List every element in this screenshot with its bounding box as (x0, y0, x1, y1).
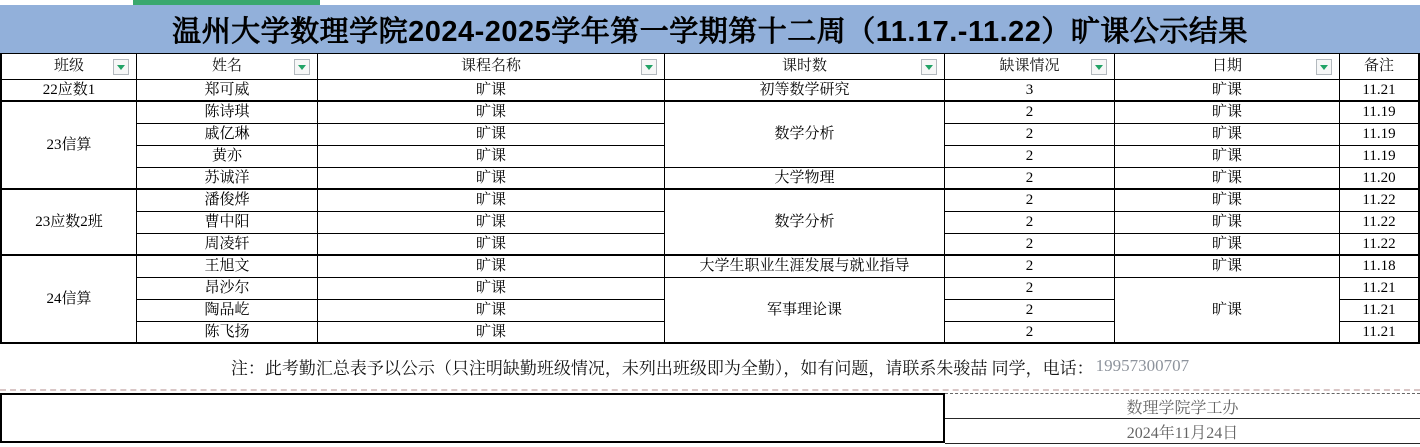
footer-signature-block (945, 393, 1420, 443)
name-cell[interactable]: 苏诚洋 (137, 168, 318, 190)
header-date[interactable] (1115, 53, 1340, 80)
footer-date-cell[interactable]: 2024年11月24日 (945, 419, 1420, 444)
hours-cell[interactable]: 2 (945, 278, 1115, 300)
header-absence-label: 缺课情况 (999, 58, 1060, 74)
class-group-cell[interactable]: 24信算 (0, 256, 137, 344)
header-course-label: 课程名称 (460, 58, 521, 74)
date-status-cell[interactable]: 旷课 (1115, 256, 1340, 278)
remark-cell[interactable]: 11.19 (1340, 102, 1420, 124)
hours-cell[interactable]: 2 (945, 102, 1115, 124)
name-cell[interactable]: 陶品屹 (137, 300, 318, 322)
date-status-cell[interactable]: 旷课 (1115, 278, 1340, 344)
status-cell[interactable]: 旷课 (318, 102, 665, 124)
date-status-cell[interactable]: 旷课 (1115, 190, 1340, 212)
filter-dropdown-icon (645, 65, 653, 70)
status-cell[interactable]: 旷课 (318, 278, 665, 300)
filter-button-name[interactable] (294, 59, 310, 75)
remark-cell[interactable]: 11.21 (1340, 300, 1420, 322)
footer-org-cell[interactable]: 数理学院学工办 (945, 394, 1420, 419)
page-title: 温州大学数理学院2024-2025学年第一学期第十二周（11.17.-11.22）旷课公示结果 (172, 15, 1248, 48)
hours-cell[interactable]: 2 (945, 212, 1115, 234)
course-cell[interactable]: 数学分析 (665, 190, 945, 256)
course-cell[interactable]: 数学分析 (665, 102, 945, 168)
filter-dropdown-icon (1320, 65, 1328, 70)
hours-cell[interactable]: 2 (945, 190, 1115, 212)
status-cell[interactable]: 旷课 (318, 234, 665, 256)
status-cell[interactable]: 旷课 (318, 190, 665, 212)
date-status-cell[interactable]: 旷课 (1115, 102, 1340, 124)
note-cell[interactable] (0, 345, 1420, 387)
filter-dropdown-icon (298, 65, 306, 70)
name-cell[interactable]: 郑可威 (137, 80, 318, 102)
hours-cell[interactable]: 2 (945, 234, 1115, 256)
course-cell[interactable]: 军事理论课 (665, 278, 945, 344)
filter-button-absence[interactable] (1091, 59, 1107, 75)
note-phone: 19957300707 (1095, 356, 1190, 375)
date-status-cell[interactable]: 旷课 (1115, 234, 1340, 256)
name-cell[interactable]: 潘俊烨 (137, 190, 318, 212)
filter-dropdown-icon (117, 65, 125, 70)
name-cell[interactable]: 黄亦 (137, 146, 318, 168)
name-cell[interactable]: 陈飞扬 (137, 322, 318, 344)
remark-cell[interactable]: 11.21 (1340, 80, 1420, 102)
page-break-line (0, 389, 1420, 391)
header-hours-label: 课时数 (781, 58, 827, 74)
course-cell[interactable]: 大学生职业生涯发展与就业指导 (665, 256, 945, 278)
header-course[interactable] (318, 53, 665, 80)
hours-cell[interactable]: 2 (945, 322, 1115, 344)
header-class[interactable] (0, 53, 137, 80)
filter-button-course[interactable] (641, 59, 657, 75)
status-cell[interactable]: 旷课 (318, 80, 665, 102)
header-date-label: 日期 (1211, 58, 1242, 74)
name-cell[interactable]: 周凌轩 (137, 234, 318, 256)
header-remark-label: 备注 (1363, 58, 1394, 74)
header-name[interactable] (137, 53, 318, 80)
hours-cell[interactable]: 2 (945, 168, 1115, 190)
attendance-table (0, 53, 1420, 344)
class-group-cell[interactable]: 23应数2班 (0, 190, 137, 256)
header-remark[interactable] (1340, 53, 1420, 80)
class-group-cell[interactable]: 22应数1 (0, 80, 137, 102)
header-absence[interactable] (945, 53, 1115, 80)
date-status-cell[interactable]: 旷课 (1115, 146, 1340, 168)
remark-cell[interactable]: 11.21 (1340, 322, 1420, 344)
remark-cell[interactable]: 11.22 (1340, 190, 1420, 212)
hours-cell[interactable]: 2 (945, 256, 1115, 278)
name-cell[interactable]: 曹中阳 (137, 212, 318, 234)
filter-button-class[interactable] (113, 59, 129, 75)
status-cell[interactable]: 旷课 (318, 300, 665, 322)
date-status-cell[interactable]: 旷课 (1115, 124, 1340, 146)
remark-cell[interactable]: 11.22 (1340, 234, 1420, 256)
footer-section (0, 393, 1420, 443)
filter-button-date[interactable] (1316, 59, 1332, 75)
status-cell[interactable]: 旷课 (318, 168, 665, 190)
date-status-cell[interactable]: 旷课 (1115, 212, 1340, 234)
name-cell[interactable]: 戚亿琳 (137, 124, 318, 146)
filter-dropdown-icon (925, 65, 933, 70)
name-cell[interactable]: 昂沙尔 (137, 278, 318, 300)
course-cell[interactable]: 初等数学研究 (665, 80, 945, 102)
remark-cell[interactable]: 11.19 (1340, 124, 1420, 146)
filter-button-hours[interactable] (921, 59, 937, 75)
status-cell[interactable]: 旷课 (318, 212, 665, 234)
remark-cell[interactable]: 11.22 (1340, 212, 1420, 234)
name-cell[interactable]: 陈诗琪 (137, 102, 318, 124)
hours-cell[interactable]: 2 (945, 124, 1115, 146)
remark-cell[interactable]: 11.18 (1340, 256, 1420, 278)
hours-cell[interactable]: 2 (945, 300, 1115, 322)
hours-cell[interactable]: 2 (945, 146, 1115, 168)
status-cell[interactable]: 旷课 (318, 146, 665, 168)
header-class-label: 班级 (53, 58, 84, 74)
note-text: 注：此考勤汇总表予以公示（只注明缺勤班级情况，未列出班级即为全勤），如有问题，请联系朱骏喆 同学，电话： (230, 358, 1094, 378)
header-hours[interactable] (665, 53, 945, 80)
course-cell[interactable]: 大学物理 (665, 168, 945, 190)
footer-empty-cell[interactable] (0, 393, 945, 443)
date-status-cell[interactable]: 旷课 (1115, 168, 1340, 190)
class-group-cell[interactable]: 23信算 (0, 102, 137, 190)
name-cell[interactable]: 王旭文 (137, 256, 318, 278)
remark-cell[interactable]: 11.21 (1340, 278, 1420, 300)
remark-cell[interactable]: 11.19 (1340, 146, 1420, 168)
title-cell[interactable] (0, 5, 1420, 53)
status-cell[interactable]: 旷课 (318, 322, 665, 344)
hours-cell[interactable]: 3 (945, 80, 1115, 102)
filter-dropdown-icon (1095, 65, 1103, 70)
remark-cell[interactable]: 11.20 (1340, 168, 1420, 190)
status-cell[interactable]: 旷课 (318, 256, 665, 278)
status-cell[interactable]: 旷课 (318, 124, 665, 146)
header-name-label: 姓名 (211, 58, 242, 74)
date-status-cell[interactable]: 旷课 (1115, 80, 1340, 102)
